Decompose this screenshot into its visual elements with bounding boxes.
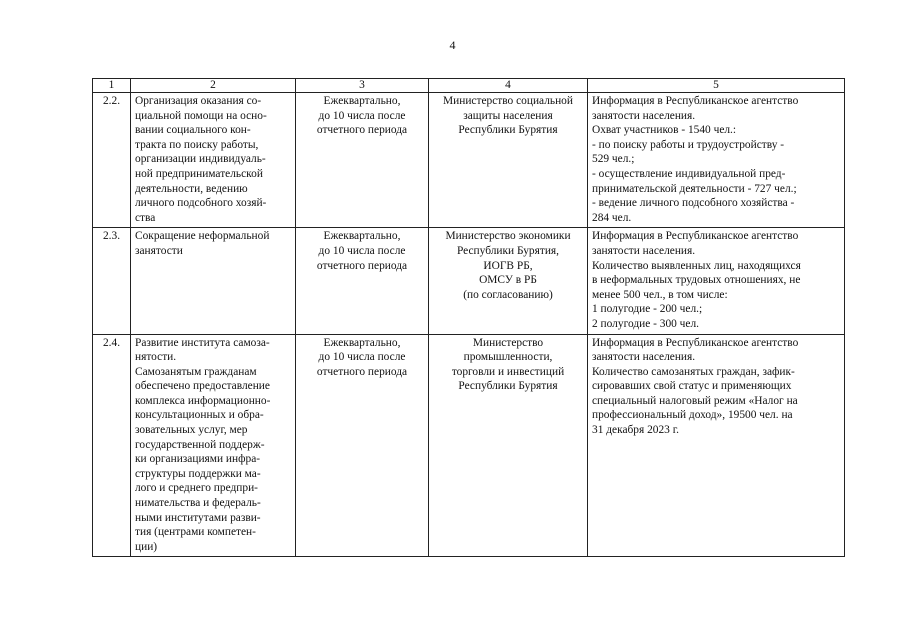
cell-text-line: ными институтами разви- (135, 511, 261, 524)
cell-text-line: Самозанятым гражданам (135, 365, 257, 378)
cell-text-line: нятости. (135, 351, 177, 364)
cell-text-line: вании социального кон- (135, 124, 251, 137)
table-row (93, 228, 845, 334)
cell-text-line: менее 500 чел., в том числе: (592, 288, 728, 301)
header-col-5: 5 (588, 79, 845, 93)
cell-text-line: (по согласованию) (463, 288, 553, 301)
measure-cell (131, 334, 296, 557)
result-cell (588, 334, 845, 557)
cell-text-line: организации индивидуаль- (135, 153, 266, 166)
header-row (93, 79, 845, 93)
table-row (93, 93, 845, 228)
cell-text-line: отчетного периода (316, 259, 408, 272)
cell-text-line: зовательных услуг, мер (135, 424, 248, 437)
deadline-cell (296, 334, 429, 557)
cell-text-line: 31 декабря 2023 г. (592, 424, 679, 437)
cell-text-line: защиты населения (463, 109, 553, 122)
cell-text-line: деятельности, ведению (135, 182, 248, 195)
result-cell (588, 228, 845, 334)
header-col-4: 4 (429, 79, 588, 93)
cell-text-line: структуры поддержки ма- (135, 467, 261, 480)
cell-text-line: 2 полугодие - 300 чел. (592, 317, 700, 330)
cell-text-line: Ежеквартально, (323, 230, 401, 243)
cell-text-line: - осуществление индивидуальной пред- (592, 167, 786, 180)
cell-text-line: занятости населения. (592, 109, 696, 122)
executor-cell (429, 228, 588, 334)
cell-text-line: личного подсобного хозяй- (135, 197, 267, 210)
header-col-2: 2 (131, 79, 296, 93)
cell-text-line: Информация в Республиканское агентство (592, 230, 799, 243)
cell-text-line: Республики Бурятия (458, 124, 558, 137)
cell-text-line: консультационных и обра- (135, 409, 264, 422)
cell-text-line: отчетного периода (316, 124, 408, 137)
cell-text-line: 284 чел. (592, 211, 632, 224)
cell-text-line: ной предпринимательской (135, 167, 263, 180)
table-row (93, 334, 845, 557)
header-col-1: 1 (93, 79, 131, 93)
measures-table (92, 78, 845, 557)
header-col-3: 3 (296, 79, 429, 93)
cell-text-line: ства (135, 211, 156, 224)
measure-cell (131, 93, 296, 228)
deadline-cell (296, 93, 429, 228)
cell-text-line: до 10 числа после (318, 351, 406, 364)
executor-cell (429, 334, 588, 557)
cell-text-line: государственной поддерж- (135, 438, 265, 451)
page-number: 4 (449, 38, 456, 52)
cell-text-line: в неформальных трудовых отношениях, не (592, 274, 801, 287)
cell-text-line: занятости населения. (592, 244, 696, 257)
cell-text-line: Республики Бурятия (458, 380, 558, 393)
result-cell (588, 93, 845, 228)
row-number: 2.2. (93, 93, 131, 228)
cell-text-line: 529 чел.; (592, 153, 635, 166)
cell-text-line: Сокращение неформальной (135, 230, 270, 243)
cell-text-line: Организация оказания со- (135, 95, 262, 107)
cell-text-line: торговли и инвестиций (451, 365, 565, 378)
cell-text-line: профессиональный доход», 19500 чел. на (592, 409, 793, 422)
cell-text-line: 1 полугодие - 200 чел.; (592, 303, 703, 316)
cell-text-line: специальный налоговый режим «Налог на (592, 394, 798, 407)
cell-text-line: ки организациями инфра- (135, 453, 261, 466)
cell-text-line: ОМСУ в РБ (479, 274, 537, 287)
cell-text-line: нимательства и федераль- (135, 497, 261, 510)
cell-text-line: Ежеквартально, (323, 336, 401, 349)
table-body (93, 93, 845, 557)
cell-text-line: ции) (135, 540, 158, 553)
cell-text-line: комплекса информационно- (135, 394, 271, 407)
cell-text-line: принимательской деятельности - 727 чел.; (592, 182, 797, 195)
cell-text-line: до 10 числа после (318, 244, 406, 257)
cell-text-line: обеспечено предоставление (135, 380, 270, 393)
cell-text-line: Министерство социальной (443, 95, 573, 107)
cell-text-line: - по поиску работы и трудоустройству - (592, 138, 785, 151)
deadline-cell (296, 228, 429, 334)
cell-text-line: Количество самозанятых граждан, зафик- (592, 365, 795, 378)
cell-text-line: промышленности, (463, 351, 553, 364)
cell-text-line: Информация в Республиканское агентство (592, 95, 799, 107)
measure-cell (131, 228, 296, 334)
cell-text-line: Министерство экономики (445, 230, 571, 243)
row-number: 2.3. (93, 228, 131, 334)
cell-text-line: отчетного периода (316, 365, 408, 378)
cell-text-line: сировавших свой статус и применяющих (592, 380, 792, 393)
cell-text-line: Республики Бурятия, (456, 244, 560, 257)
cell-text-line: ИОГВ РБ, (483, 259, 533, 272)
cell-text-line: - ведение личного подсобного хозяйства - (592, 197, 795, 210)
cell-text-line: тия (центрами компетен- (135, 526, 256, 539)
cell-text-line: тракта по поиску работы, (135, 138, 259, 151)
cell-text-line: циальной помощи на осно- (135, 109, 267, 122)
cell-text-line: Развитие института самоза- (135, 336, 270, 349)
cell-text-line: Количество выявленных лиц, находящихся (592, 259, 801, 272)
cell-text-line: Министерство (472, 336, 544, 349)
cell-text-line: Охват участников - 1540 чел.: (592, 124, 737, 137)
cell-text-line: занятости (135, 244, 183, 257)
executor-cell (429, 93, 588, 228)
cell-text-line: лого и среднего предпри- (135, 482, 258, 495)
cell-text-line: до 10 числа после (318, 109, 406, 122)
cell-text-line: занятости населения. (592, 351, 696, 364)
cell-text-line: Информация в Республиканское агентство (592, 336, 799, 349)
cell-text-line: Ежеквартально, (323, 95, 401, 107)
row-number: 2.4. (93, 334, 131, 557)
